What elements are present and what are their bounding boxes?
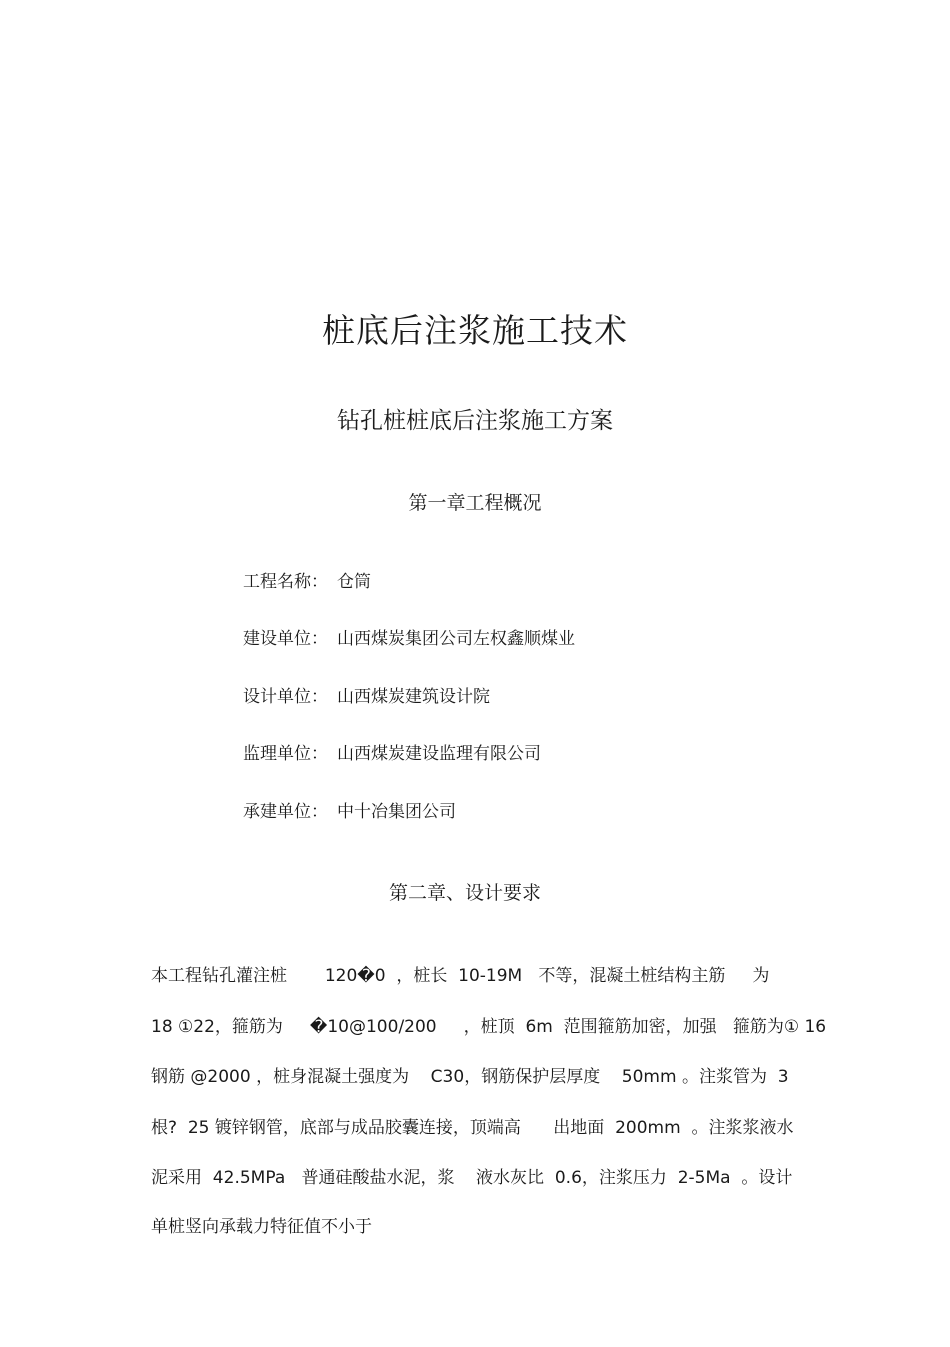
project-info-label: 承建单位：	[243, 802, 328, 822]
paragraph-line: 本工程钻孔灌注桩 120�0 ，桩长 10-19M 不等，混凝土桩结构主筋 为	[151, 966, 770, 986]
project-info-label: 设计单位：	[243, 687, 328, 707]
project-info-value: 山西煤炭建设监理有限公司	[337, 744, 541, 764]
project-info-row	[243, 624, 575, 649]
project-info-row	[243, 797, 456, 822]
project-info-value: 山西煤炭建筑设计院	[337, 687, 490, 707]
project-info-value: 仓筒	[337, 572, 371, 592]
project-info-label: 工程名称：	[243, 572, 328, 592]
project-info-row	[243, 682, 490, 707]
paragraph-line: 泥采用 42.5MPa 普通硅酸盐水泥，浆 液水灰比 0.6，注浆压力 2-5Ma 。设计	[151, 1168, 793, 1188]
paragraph-line: 单桩竖向承载力特征值不小于	[151, 1217, 372, 1237]
project-info-value: 山西煤炭集团公司左权鑫顺煤业	[337, 629, 575, 649]
chapter-2-heading: 第二章、设计要求	[388, 882, 541, 904]
document-title: 桩底后注浆施工技术	[322, 311, 628, 350]
chapter-1-heading: 第一章工程概况	[408, 492, 542, 514]
project-info-label: 监理单位：	[243, 744, 328, 764]
paragraph-line: 18 ①22，箍筋为 �10@100/200 ，桩顶 6m 范围箍筋加密，加强 箍筋为① 16	[151, 1017, 827, 1037]
paragraph-line: 根? 25 镀锌钢管，底部与成品胶囊连接，顶端高 出地面 200mm 。注浆浆液水	[151, 1118, 794, 1138]
project-info-row	[243, 567, 371, 592]
project-info-row	[243, 739, 541, 764]
paragraph-line: 钢筋 @2000 ，桩身混凝土强度为 C30，钢筋保护层厚度 50mm 。注浆管为 3	[151, 1067, 789, 1087]
project-info-label: 建设单位：	[243, 629, 328, 649]
document-subtitle: 钻孔桩桩底后注浆施工方案	[337, 408, 613, 434]
project-info-value: 中十冶集团公司	[337, 802, 456, 822]
